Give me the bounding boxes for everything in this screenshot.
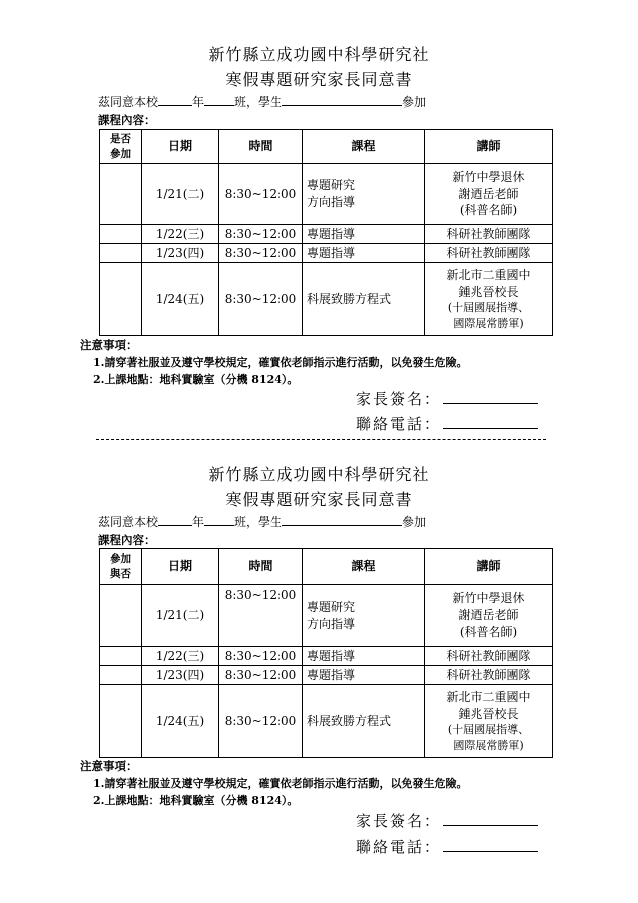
date-cell: 1/23(四) — [142, 244, 219, 263]
header-teacher: 講師 — [425, 549, 553, 585]
time-cell: 8:30~12:00 — [219, 585, 303, 647]
course-cell: 科展致勝方程式 — [303, 685, 425, 758]
teacher-cell: 科研社教師團隊 — [425, 244, 553, 263]
time-cell: 8:30~12:00 — [219, 244, 303, 263]
header-course: 課程 — [303, 549, 425, 585]
time-cell: 8:30~12:00 — [219, 666, 303, 685]
course-cell: 專題研究 方向指導 — [303, 164, 425, 225]
table-row — [100, 244, 553, 263]
parent-signature-blank[interactable] — [443, 389, 538, 404]
class-blank[interactable] — [204, 514, 234, 526]
attend-cell[interactable] — [100, 666, 142, 685]
attend-cell[interactable] — [100, 244, 142, 263]
date-cell: 1/24(五) — [142, 685, 219, 758]
course-cell: 專題指導 — [303, 647, 425, 666]
schedule-table — [99, 548, 553, 758]
table-row — [100, 647, 553, 666]
attend-cell[interactable] — [100, 164, 142, 225]
contact-phone-field: 聯絡電話： — [356, 836, 538, 857]
consent-line: 茲同意本校 年 班，學生 參加 — [98, 515, 427, 529]
header-teacher: 講師 — [425, 130, 553, 164]
attend-cell[interactable] — [100, 225, 142, 244]
content-label: 課程內容： — [98, 533, 156, 547]
date-cell: 1/22(三) — [142, 225, 219, 244]
teacher-cell: 新竹中學退休 謝迺岳老師 (科普名師) — [425, 585, 553, 647]
attend-cell[interactable] — [100, 647, 142, 666]
contact-phone-field: 聯絡電話： — [356, 413, 538, 434]
note-item: 2.上課地點：地科實驗室（分機 8124）。 — [93, 373, 299, 386]
note-item: 2.上課地點：地科實驗室（分機 8124）。 — [93, 794, 299, 807]
student-name-blank[interactable] — [282, 94, 402, 106]
form-title: 新竹縣立成功國中科學研究社 — [208, 465, 430, 484]
student-name-blank[interactable] — [282, 514, 402, 526]
course-cell: 專題研究 方向指導 — [303, 585, 425, 647]
attend-cell[interactable] — [100, 263, 142, 336]
table-row — [100, 685, 553, 758]
course-cell: 專題指導 — [303, 244, 425, 263]
table-row — [100, 225, 553, 244]
table-row — [100, 164, 553, 225]
grade-blank[interactable] — [158, 94, 192, 106]
time-cell: 8:30~12:00 — [219, 263, 303, 336]
teacher-cell: 科研社教師團隊 — [425, 225, 553, 244]
time-cell: 8:30~12:00 — [219, 647, 303, 666]
date-cell: 1/22(三) — [142, 647, 219, 666]
header-date: 日期 — [142, 549, 219, 585]
teacher-cell: 新竹中學退休 謝迺岳老師 (科普名師) — [425, 164, 553, 225]
header-attend: 是否 參加 — [100, 130, 142, 164]
date-cell: 1/24(五) — [142, 263, 219, 336]
teacher-cell: 新北市二重國中 鍾兆晉校長 (十屆國展指導、 國際展常勝軍) — [425, 263, 553, 336]
attend-cell[interactable] — [100, 685, 142, 758]
contact-phone-blank[interactable] — [443, 414, 538, 429]
table-header-row — [100, 549, 553, 585]
time-cell: 8:30~12:00 — [219, 225, 303, 244]
attend-cell[interactable] — [100, 585, 142, 647]
header-time: 時間 — [219, 130, 303, 164]
parent-signature-blank[interactable] — [443, 811, 538, 826]
table-row — [100, 263, 553, 336]
teacher-cell: 科研社教師團隊 — [425, 666, 553, 685]
time-cell: 8:30~12:00 — [219, 685, 303, 758]
table-header-row — [100, 130, 553, 164]
form-subtitle: 寒假專題研究家長同意書 — [225, 70, 413, 89]
date-cell: 1/21(二) — [142, 164, 219, 225]
consent-line: 茲同意本校 年 班，學生 參加 — [98, 95, 427, 109]
form-title: 新竹縣立成功國中科學研究社 — [208, 45, 430, 64]
header-attend: 參加 與否 — [100, 549, 142, 585]
note-item: 1.請穿著社服並及遵守學校規定，確實依老師指示進行活動，以免發生危險。 — [93, 356, 468, 369]
grade-blank[interactable] — [158, 514, 192, 526]
course-cell: 專題指導 — [303, 666, 425, 685]
schedule-table — [99, 129, 553, 336]
teacher-cell: 科研社教師團隊 — [425, 647, 553, 666]
notes-title: 注意事項： — [80, 338, 138, 352]
content-label: 課程內容： — [98, 113, 156, 127]
date-cell: 1/23(四) — [142, 666, 219, 685]
table-row — [100, 666, 553, 685]
course-cell: 科展致勝方程式 — [303, 263, 425, 336]
table-row — [100, 585, 553, 647]
parent-signature-field: 家長簽名： — [356, 388, 538, 409]
notes-title: 注意事項： — [80, 759, 138, 773]
header-time: 時間 — [219, 549, 303, 585]
parent-signature-field: 家長簽名： — [356, 810, 538, 831]
teacher-cell: 新北市二重國中 鍾兆晉校長 (十屆國展指導、 國際展常勝軍) — [425, 685, 553, 758]
course-cell: 專題指導 — [303, 225, 425, 244]
class-blank[interactable] — [204, 94, 234, 106]
date-cell: 1/21(二) — [142, 585, 219, 647]
time-cell: 8:30~12:00 — [219, 164, 303, 225]
form-subtitle: 寒假專題研究家長同意書 — [225, 490, 413, 509]
note-item: 1.請穿著社服並及遵守學校規定，確實依老師指示進行活動，以免發生危險。 — [93, 777, 468, 790]
header-date: 日期 — [142, 130, 219, 164]
header-course: 課程 — [303, 130, 425, 164]
cut-line-divider — [96, 439, 546, 440]
contact-phone-blank[interactable] — [443, 837, 538, 852]
